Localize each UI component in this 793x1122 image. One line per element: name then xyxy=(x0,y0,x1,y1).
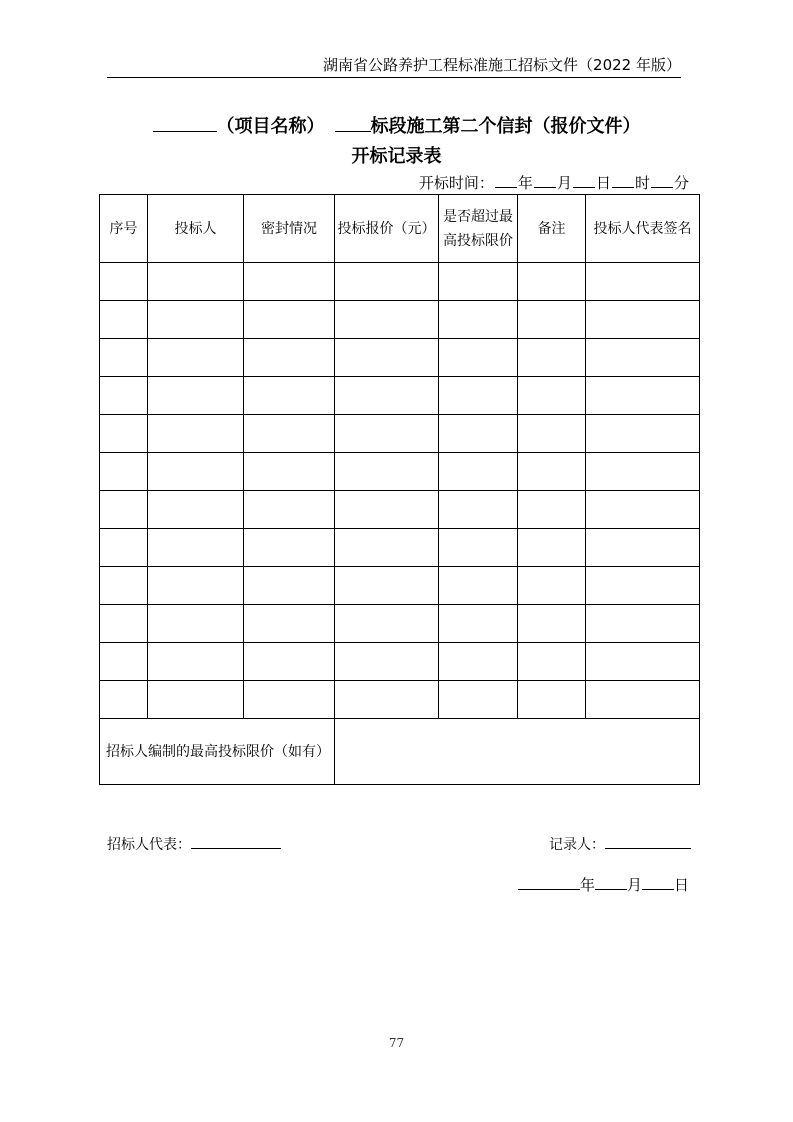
day-label: 日 xyxy=(595,174,611,192)
table-cell[interactable] xyxy=(586,529,700,567)
table-cell[interactable] xyxy=(244,263,335,301)
sig-day-blank[interactable] xyxy=(642,875,674,890)
table-cell[interactable] xyxy=(586,681,700,719)
table-cell[interactable] xyxy=(586,567,700,605)
table-cell[interactable] xyxy=(518,263,586,301)
header-bid-price: 投标报价（元） xyxy=(335,195,439,263)
table-cell[interactable] xyxy=(244,453,335,491)
table-row xyxy=(100,339,700,377)
table-cell[interactable] xyxy=(148,301,244,339)
table-cell[interactable] xyxy=(100,567,148,605)
minute-label: 分 xyxy=(673,174,689,192)
table-cell[interactable] xyxy=(148,453,244,491)
table-cell[interactable] xyxy=(335,301,439,339)
page-number: 77 xyxy=(388,1036,405,1050)
table-row xyxy=(100,415,700,453)
table-cell[interactable] xyxy=(148,605,244,643)
form-title-line xyxy=(0,112,793,138)
project-name-label: （项目名称） xyxy=(216,116,325,137)
table-row xyxy=(100,301,700,339)
table-cell[interactable] xyxy=(100,681,148,719)
table-cell[interactable] xyxy=(439,643,518,681)
sig-day-label: 日 xyxy=(673,876,689,894)
header-remarks: 备注 xyxy=(518,195,586,263)
recorder-blank[interactable] xyxy=(605,834,691,849)
month-blank xyxy=(534,173,556,188)
table-row xyxy=(100,491,700,529)
table-cell[interactable] xyxy=(100,415,148,453)
table-row xyxy=(100,643,700,681)
table-cell[interactable] xyxy=(586,339,700,377)
table-cell[interactable] xyxy=(148,643,244,681)
table-cell[interactable] xyxy=(518,681,586,719)
table-cell[interactable] xyxy=(100,605,148,643)
table-cell[interactable] xyxy=(148,263,244,301)
table-cell[interactable] xyxy=(244,605,335,643)
table-cell[interactable] xyxy=(335,453,439,491)
table-cell[interactable] xyxy=(335,415,439,453)
sig-month-blank[interactable] xyxy=(595,875,627,890)
table-cell[interactable] xyxy=(148,567,244,605)
bid-opening-record-table xyxy=(99,194,700,785)
table-cell[interactable] xyxy=(518,643,586,681)
table-row xyxy=(100,567,700,605)
table-header-row xyxy=(100,195,700,263)
table-cell[interactable] xyxy=(148,415,244,453)
table-cell[interactable] xyxy=(518,301,586,339)
tenderer-rep-blank[interactable] xyxy=(191,834,281,849)
tenderer-rep-signature xyxy=(107,834,281,854)
table-cell[interactable] xyxy=(518,339,586,377)
table-cell[interactable] xyxy=(518,567,586,605)
recorder-label: 记录人： xyxy=(549,837,605,853)
table-cell[interactable] xyxy=(518,377,586,415)
table-cell[interactable] xyxy=(100,301,148,339)
table-cell[interactable] xyxy=(335,605,439,643)
table-cell[interactable] xyxy=(439,453,518,491)
table-cell[interactable] xyxy=(439,605,518,643)
sig-month-label: 月 xyxy=(626,876,642,894)
hour-blank xyxy=(612,173,634,188)
header-bidder: 投标人 xyxy=(148,195,244,263)
table-cell[interactable] xyxy=(518,415,586,453)
table-cell[interactable] xyxy=(586,415,700,453)
table-cell[interactable] xyxy=(100,529,148,567)
table-cell[interactable] xyxy=(586,301,700,339)
table-row xyxy=(100,377,700,415)
table-cell[interactable] xyxy=(148,681,244,719)
table-cell[interactable] xyxy=(439,415,518,453)
table-cell[interactable] xyxy=(518,453,586,491)
table-row xyxy=(100,605,700,643)
table-cell[interactable] xyxy=(335,643,439,681)
section-label: 标段施工第二个信封（报价文件） xyxy=(370,116,641,137)
section-blank xyxy=(335,115,371,132)
table-cell[interactable] xyxy=(244,643,335,681)
sig-year-label: 年 xyxy=(579,876,595,894)
table-row xyxy=(100,263,700,301)
table-cell[interactable] xyxy=(439,377,518,415)
table-cell[interactable] xyxy=(586,377,700,415)
table-cell[interactable] xyxy=(335,377,439,415)
table-cell[interactable] xyxy=(244,567,335,605)
recorder-signature xyxy=(549,834,691,854)
table-cell[interactable] xyxy=(439,529,518,567)
table-cell[interactable] xyxy=(586,491,700,529)
table-cell[interactable] xyxy=(586,643,700,681)
table-cell[interactable] xyxy=(100,377,148,415)
table-cell[interactable] xyxy=(586,605,700,643)
table-row xyxy=(100,529,700,567)
sig-year-blank[interactable] xyxy=(518,875,580,890)
table-cell[interactable] xyxy=(244,529,335,567)
table-cell[interactable] xyxy=(439,681,518,719)
table-cell[interactable] xyxy=(439,339,518,377)
month-label: 月 xyxy=(556,174,572,192)
table-cell[interactable] xyxy=(335,567,439,605)
table-cell[interactable] xyxy=(335,681,439,719)
open-time-line xyxy=(419,172,689,193)
table-cell[interactable] xyxy=(586,453,700,491)
table-row xyxy=(100,681,700,719)
table-cell[interactable] xyxy=(100,263,148,301)
table-cell[interactable] xyxy=(335,339,439,377)
minute-blank xyxy=(651,173,673,188)
table-cell[interactable] xyxy=(335,529,439,567)
table-cell[interactable] xyxy=(244,415,335,453)
table-cell[interactable] xyxy=(100,453,148,491)
max-limit-value-cell[interactable] xyxy=(335,719,700,785)
header-rule xyxy=(107,77,681,78)
table-cell[interactable] xyxy=(244,491,335,529)
tenderer-rep-label: 招标人代表： xyxy=(107,837,191,853)
header-exceeds-limit: 是否超过最高投标限价 xyxy=(439,195,518,263)
table-cell[interactable] xyxy=(439,567,518,605)
form-subtitle: 开标记录表 xyxy=(351,146,442,167)
max-limit-label: 招标人编制的最高投标限价（如有） xyxy=(100,719,335,785)
table-cell[interactable] xyxy=(148,339,244,377)
open-time-label: 开标时间： xyxy=(418,174,494,192)
max-limit-row xyxy=(100,719,700,785)
table-cell[interactable] xyxy=(148,491,244,529)
day-blank xyxy=(573,173,595,188)
hour-label: 时 xyxy=(634,174,650,192)
year-label: 年 xyxy=(517,174,533,192)
table-cell[interactable] xyxy=(148,377,244,415)
table-cell[interactable] xyxy=(439,491,518,529)
table-cell[interactable] xyxy=(148,529,244,567)
signature-date-line xyxy=(518,874,689,895)
table-cell[interactable] xyxy=(244,301,335,339)
table-cell[interactable] xyxy=(244,339,335,377)
table-cell[interactable] xyxy=(244,377,335,415)
table-cell[interactable] xyxy=(100,491,148,529)
table-cell[interactable] xyxy=(244,681,335,719)
document-header: 湖南省公路养护工程标准施工招标文件（2022 年版） xyxy=(323,56,681,74)
table-cell[interactable] xyxy=(518,491,586,529)
table-cell[interactable] xyxy=(335,263,439,301)
table-row xyxy=(100,453,700,491)
header-rep-signature: 投标人代表签名 xyxy=(586,195,700,263)
table-cell[interactable] xyxy=(100,643,148,681)
table-cell[interactable] xyxy=(335,491,439,529)
header-seal-status: 密封情况 xyxy=(244,195,335,263)
table-cell[interactable] xyxy=(518,529,586,567)
table-cell[interactable] xyxy=(100,339,148,377)
table-cell[interactable] xyxy=(518,605,586,643)
header-seq: 序号 xyxy=(100,195,148,263)
project-name-blank xyxy=(153,115,217,132)
table-cell[interactable] xyxy=(439,263,518,301)
table-cell[interactable] xyxy=(439,301,518,339)
year-blank xyxy=(495,173,517,188)
table-cell[interactable] xyxy=(586,263,700,301)
